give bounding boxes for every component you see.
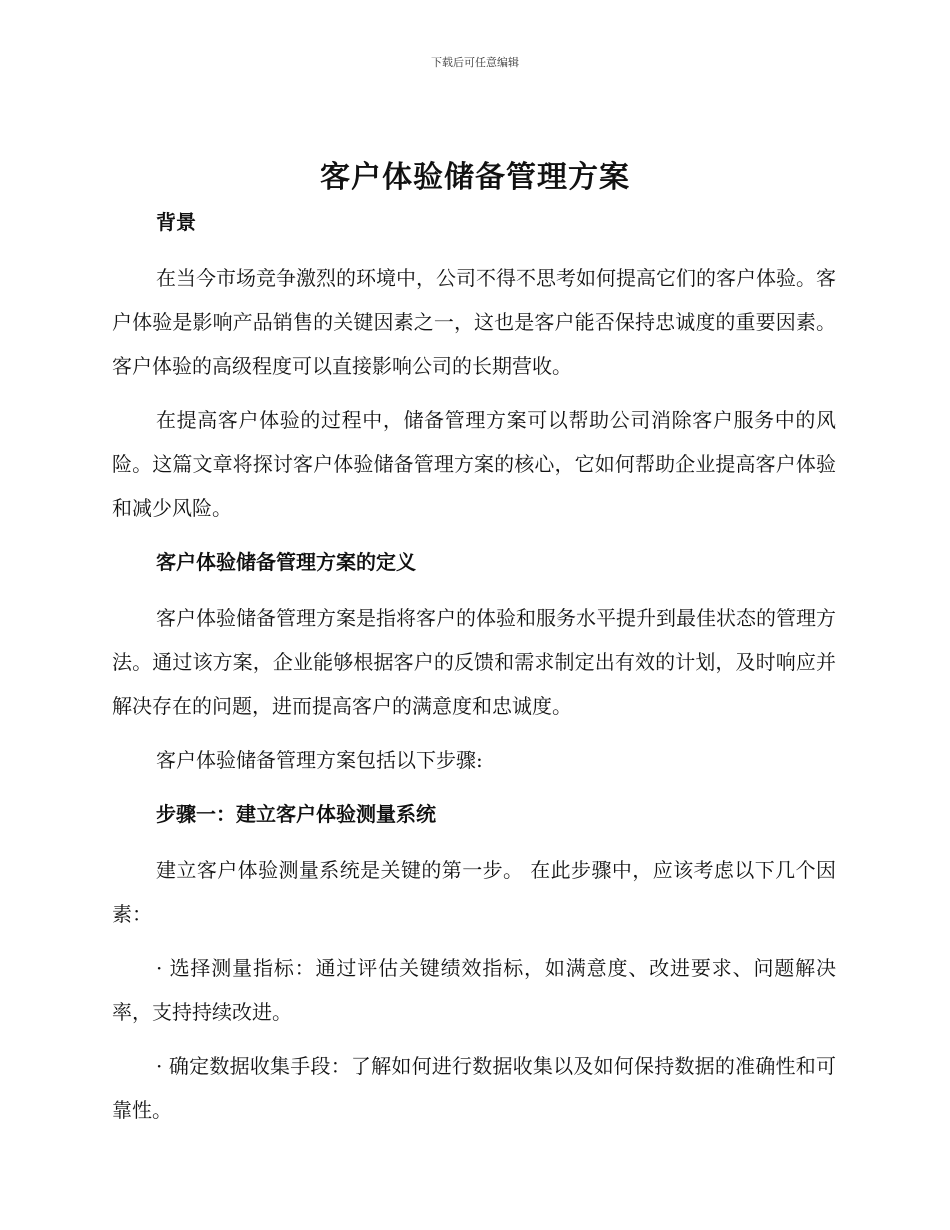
spacer bbox=[112, 782, 836, 792]
bullet-step1-2: · 确定数据收集手段：了解如何进行数据收集以及如何保持数据的准确性和可靠性。 bbox=[112, 1054, 836, 1122]
document-title: 客户体验储备管理方案 bbox=[320, 160, 630, 195]
bullet-step1-1: · 选择测量指标：通过评估关键绩效指标，如满意度、改进要求、问题解决率，支持持续改进。 bbox=[112, 956, 836, 1024]
spacer bbox=[112, 836, 836, 848]
spacer bbox=[112, 530, 836, 540]
section-heading-definition: 客户体验储备管理方案的定义 bbox=[156, 550, 416, 574]
paragraph-definition-2: 客户体验储备管理方案包括以下步骤: bbox=[156, 748, 483, 772]
section-heading-background: 背景 bbox=[156, 210, 196, 234]
document-body bbox=[112, 200, 836, 1132]
header-note: 下载后可任意编辑 bbox=[431, 56, 519, 69]
spacer bbox=[112, 584, 836, 596]
paragraph-definition-1: 客户体验储备管理方案是指将客户的体验和服务水平提升到最佳状态的管理方法。通过该方案，企业能够根据客户的反馈和需求制定出有效的计划，及时响应并解决存在的问题，进而提高客户的满意度和忠诚度。 bbox=[112, 606, 836, 718]
spacer bbox=[112, 388, 836, 398]
section-heading-step1: 步骤一：建立客户体验测量系统 bbox=[156, 802, 436, 826]
spacer bbox=[112, 244, 836, 256]
paragraph-background-1: 在当今市场竞争激烈的环境中，公司不得不思考如何提高它们的客户体验。客户体验是影响产品销售的关键因素之一，这也是客户能否保持忠诚度的重要因素。客户体验的高级程度可以直接影响公司的长期营收。 bbox=[112, 266, 836, 378]
paragraph-background-2: 在提高客户体验的过程中，储备管理方案可以帮助公司消除客户服务中的风险。这篇文章将探讨客户体验储备管理方案的核心，它如何帮助企业提高客户体验和减少风险。 bbox=[112, 408, 836, 520]
spacer bbox=[112, 1034, 836, 1044]
spacer bbox=[112, 936, 836, 946]
paragraph-step1-1: 建立客户体验测量系统是关键的第一步。 在此步骤中，应该考虑以下几个因素： bbox=[112, 858, 836, 926]
spacer bbox=[112, 728, 836, 738]
